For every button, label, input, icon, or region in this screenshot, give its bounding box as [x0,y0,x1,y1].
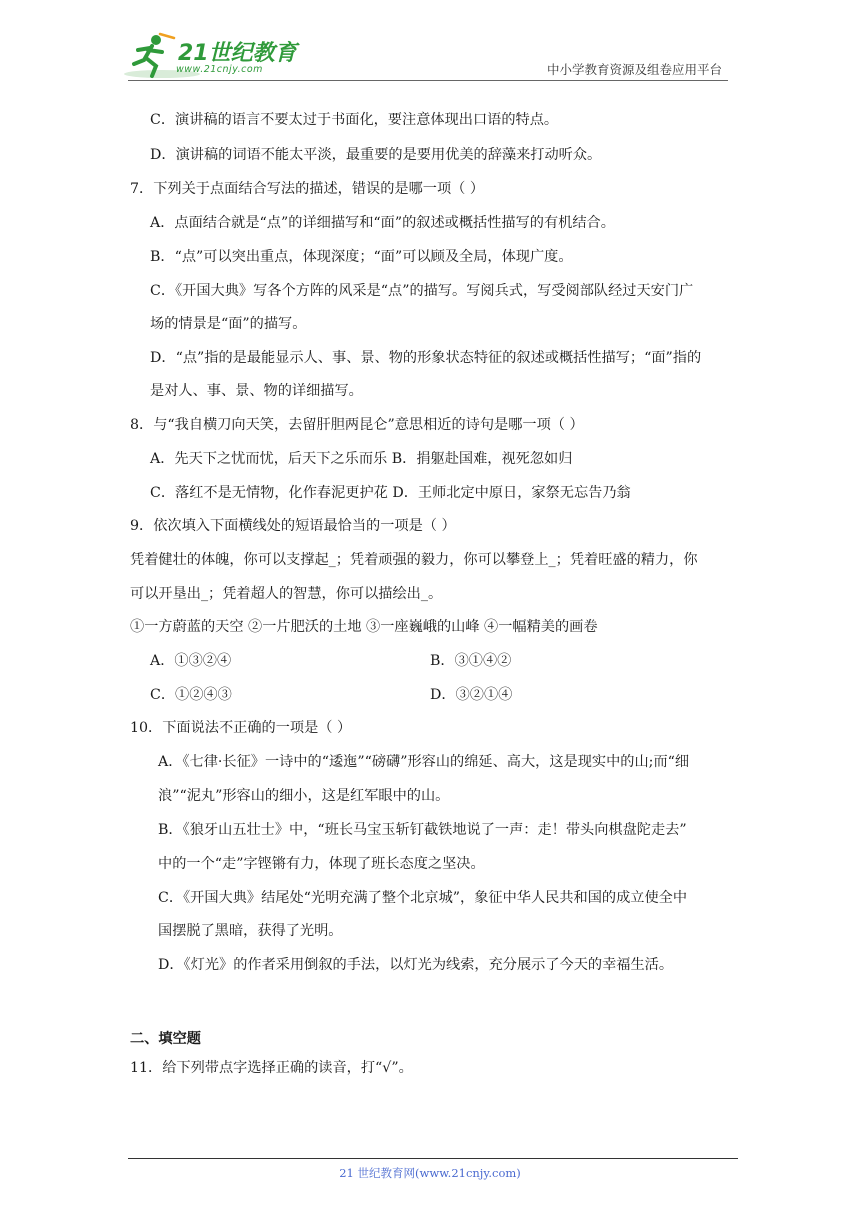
option-6c: C．演讲稿的语言不要太过于书面化，要注意体现出口语的特点。 [150,112,559,128]
platform-title: 中小学教育资源及组卷应用平台 [546,62,722,77]
header-divider [128,80,728,81]
section-title: 二、填空题 [130,1031,201,1047]
question-10: 10．下面说法不正确的一项是（ ） [130,720,352,736]
option-7b: B．“点”可以突出重点，体现深度；“面”可以顾及全局，体现广度。 [150,249,573,265]
option-10a-line2: 浪”“泥丸”形容山的细小，这是红军眼中的山。 [158,788,450,804]
option-7c-line1: C．《开国大典》写各个方阵的风采是“点”的描写。写阅兵式，写受阅部队经过天安门广 [150,283,694,299]
footer-text: 21 世纪教育网(www.21cnjy.com) [339,1166,521,1180]
option-7d-line2: 是对人、事、景、物的详细描写。 [150,383,363,399]
options-8cd: C．落红不是无情物，化作春泥更护花 D．王师北定中原日，家祭无忘告乃翁 [150,485,631,501]
option-10a-line1: A．《七律·长征》一诗中的“逶迤”“磅礴”形容山的绵延、高大，这是现实中的山;而“细 [158,754,690,770]
option-9d: D．③②①④ [430,687,513,703]
question-7: 7．下列关于点面结合写法的描述，错误的是哪一项（ ） [130,181,485,197]
question-9-text-line2: 可以开垦出_；凭着超人的智慧，你可以描绘出_。 [130,586,443,602]
option-10b-line1: B．《狼牙山五壮士》中，“班长马宝玉斩钉截铁地说了一声：走！带头向棋盘陀走去” [158,822,687,838]
option-7c-line2: 场的情景是“面”的描写。 [150,316,307,332]
option-9a: A．①③②④ [150,653,232,669]
question-8: 8．与“我自横刀向天笑，去留肝胆两昆仑”意思相近的诗句是哪一项（ ） [130,417,584,433]
logo-url: www.21cnjy.com [176,64,263,75]
options-8ab: A．先天下之忧而忧，后天下之乐而乐 B．捐躯赴国难，视死忽如归 [150,451,573,467]
option-10c-line1: C．《开国大典》结尾处“光明充满了整个北京城”，象征中华人民共和国的成立使全中 [158,890,688,906]
question-9: 9．依次填入下面横线处的短语最恰当的一项是（ ） [130,518,456,534]
option-9b: B．③①④② [430,653,512,669]
option-10c-line2: 国摆脱了黑暗，获得了光明。 [158,923,343,939]
option-7a: A．点面结合就是“点”的详细描写和“面”的叙述或概括性描写的有机结合。 [150,215,615,231]
option-9c: C．①②④③ [150,687,232,703]
option-6d: D．演讲稿的词语不能太平淡，最重要的是要用优美的辞藻来打动听众。 [150,147,602,163]
question-11: 11．给下列带点字选择正确的读音，打“√”。 [130,1060,413,1076]
footer-divider [128,1158,738,1159]
page-header [0,0,860,90]
option-7d-line1: D．“点”指的是最能显示人、事、景、物的形象状态特征的叙述或概括性描写；“面”指的 [150,350,702,366]
option-10d: D．《灯光》的作者采用倒叙的手法，以灯光为线索，充分展示了今天的幸福生活。 [158,957,674,973]
question-9-text-line1: 凭着健壮的体魄，你可以支撑起_；凭着顽强的毅力，你可以攀登上_；凭着旺盛的精力，你 [130,552,698,568]
option-10b-line2: 中的一个“走”字铿锵有力，体现了班长态度之坚决。 [158,856,485,872]
question-9-phrases: ①一方蔚蓝的天空 ②一片肥沃的土地 ③一座巍峨的山峰 ④一幅精美的画卷 [130,619,598,635]
logo-text: 21世纪教育 [178,41,297,66]
